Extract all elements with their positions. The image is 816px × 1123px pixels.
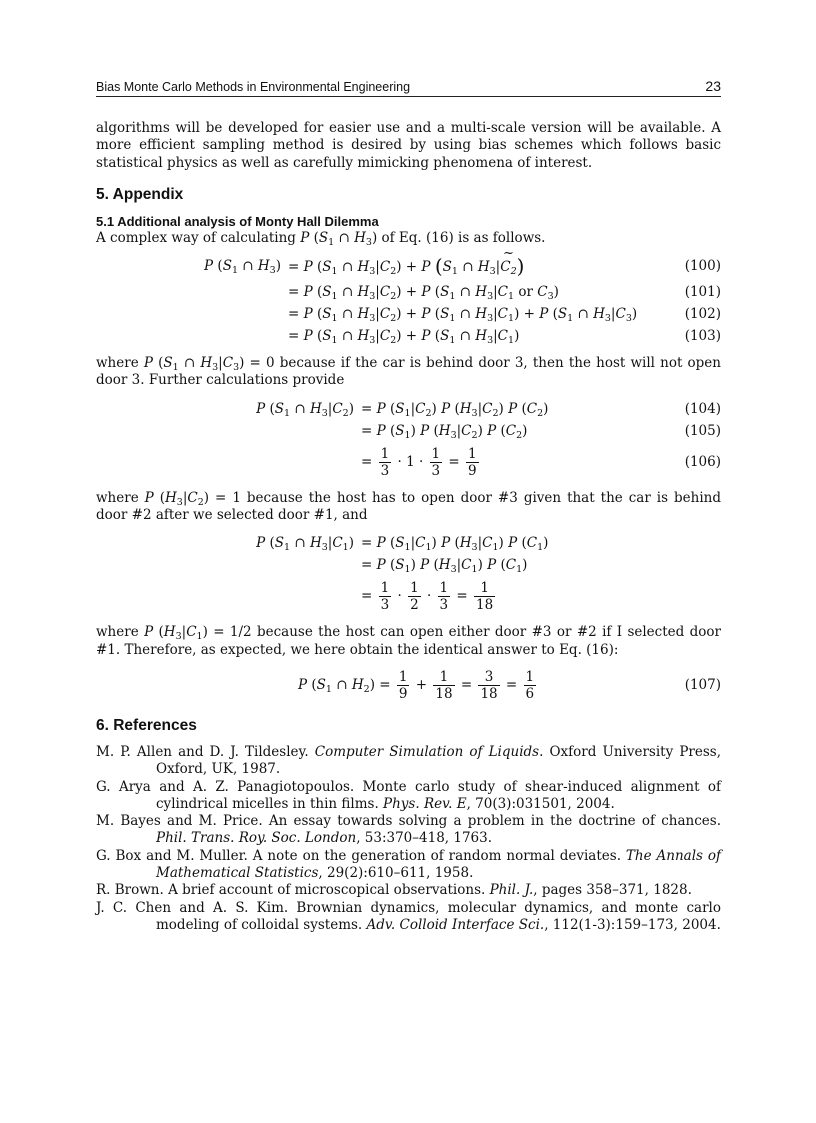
running-title: Bias Monte Carlo Methods in Environmental Engineering <box>96 80 411 94</box>
equation-block-107 <box>96 665 721 705</box>
equation-number: (107) <box>684 676 721 693</box>
lead-tail: of Eq. (16) is as follows. <box>381 229 546 246</box>
equation-101: = P ($S_1$ ∩ $H_3|C_2) + P$ ($S_1$ ∩ $H_3|C_1$ or $C_3$) (101) <box>96 281 721 303</box>
equation-number: (102) <box>684 306 721 323</box>
appendix-lead-paragraph: A complex way of calculating P ($S_1$ ∩ $H_3$) of Eq. (16) is as follows. <box>96 229 546 248</box>
equation-102: = P ($S_1$ ∩ $H_3|C_2) + P$ ($S_1$ ∩ $H_3|C_1) + P$ ($S_1$ ∩ $H_3|C_3$) (102) <box>96 303 721 325</box>
where2-tail: because the host has to open door #3 given that the car is behind door #2 after we selected door #1, and <box>96 489 721 524</box>
page <box>96 78 721 934</box>
equation-105: = P $(S_1)$ P $(H_3|C_2)$ P $(C_2)$ (105) <box>96 420 721 442</box>
running-header <box>96 78 721 97</box>
reference-item: G. Arya and A. Z. Panagiotopoulos. Monte carlo study of shear-induced alignment of cylindrical micelles in thin films. Phys. Rev. E, 70(3):031501, 2004. <box>96 778 721 812</box>
equation-c1-c: = $\frac{1}{3}$ · $\frac{1}{2}$ · $\frac{1}{3}$ = $\frac{1}{18}$ <box>361 580 494 614</box>
equation-c1-a: P ($S_1$ ∩ $H_3|C_1$) = P $(S_1|C_1)$ P $(H_3|C_1)$ P $(C_1)$ <box>256 535 549 554</box>
monty-hall-subheading: 5.1 Additional analysis of Monty Hall Dilemma <box>96 213 379 229</box>
where-paragraph-2: where P $(H_3|C_2) = 1$ because the host has to open door #3 given that the car is behind door #2 after we selected door #1, and <box>96 489 721 524</box>
equation-block-100-103 <box>96 251 721 347</box>
intro-paragraph: algorithms will be developed for easier use and a multi-scale version will be available. A more efficient sampling method is desired by using bias schemes which follows basic statistical physics as well as carefully mimicking phenomena of interest. <box>96 120 721 171</box>
references-heading: 6. References <box>96 716 197 734</box>
equation-number: (104) <box>684 400 721 417</box>
reference-list <box>96 744 721 934</box>
lead-text: A complex way of calculating <box>96 229 296 246</box>
where3-tail: because the host can open either door #3 or #2 if I selected door #1. Therefore, as expected, we here obtain the identical answer to Eq. (16): <box>96 624 722 658</box>
appendix-heading: 5. Appendix <box>96 185 184 203</box>
reference-item: J. C. Chen and A. S. Kim. Brownian dynamics, molecular dynamics, and monte carlo modeling of colloidal systems. Adv. Colloid Interface Sci., 112(1-3):159–173, 2004. <box>96 899 721 933</box>
equation-number: (103) <box>684 328 721 345</box>
equation-106: = $\frac{1}{3}$ · 1 · $\frac{1}{3}$ = $\frac{1}{9}$ (106) <box>96 442 721 482</box>
reference-item: M. P. Allen and D. J. Tildesley. Computer Simulation of Liquids. Oxford University Press, Oxford, UK, 1987. <box>96 743 721 778</box>
equation-number: (106) <box>684 453 721 470</box>
equation-100: P ($S_1$ ∩ $H_3$) = P ($S_1$ ∩ $H_3|C_2) + P$ ($S_1$ ∩ $H_3|\sim$ $C_2$) (100) <box>96 251 721 281</box>
equation-block-unnumbered <box>96 532 721 616</box>
reference-item: M. Bayes and M. Price. An essay towards solving a problem in the doctrine of chances. Phil. Trans. Roy. Soc. London, 53:370–418, 1763. <box>96 813 721 847</box>
equation-number: (105) <box>684 422 721 439</box>
equation-c1-b: = P $(S_1)$ P $(H_3|C_1)$ P $(C_1)$ <box>361 557 528 576</box>
reference-item: G. Box and M. Muller. A note on the generation of random normal deviates. The Annals of Mathematical Statistics, 29(2):610–611, 1958. <box>96 847 721 882</box>
where-paragraph-3: where P $(H_3|C_1) = 1/2$ because the host can open either door #3 or #2 if I selected door #1. Therefore, as expected, we here obtain the identical answer to Eq. (16): <box>96 624 722 658</box>
equation-107: P ($S_1$ ∩ $H_2$) = $\frac{1}{9}$ + $\frac{1}{18}$ = $\frac{3}{18}$ = $\frac{1}{6}$ (107) <box>96 665 721 705</box>
equation-number: (101) <box>684 284 721 301</box>
equation-block-104-106 <box>96 398 721 482</box>
where1-tail: because if the car is behind door 3, then the host will not open door 3. Further calculations provide <box>96 355 721 389</box>
equation-104: P ($S_1$ ∩ $H_3|C_2$) = P $(S_1|C_2)$ P $(H_3|C_2)$ P $(C_2)$ (104) <box>96 398 721 420</box>
reference-item: R. Brown. A brief account of microscopical observations. Phil. J., pages 358–371, 1828. <box>96 882 692 899</box>
equation-number: (100) <box>684 258 721 275</box>
where-paragraph-1: where P ($S_1$ ∩ $H_3|C_3) = 0$ because if the car is behind door 3, then the host will not open door 3. Further calculations provide <box>96 355 721 389</box>
equation-103: = P ($S_1$ ∩ $H_3|C_2) + P$ ($S_1$ ∩ $H_3|C_1$) (103) <box>96 325 721 347</box>
inline-math: P <box>300 229 310 246</box>
page-number: 23 <box>705 78 721 94</box>
